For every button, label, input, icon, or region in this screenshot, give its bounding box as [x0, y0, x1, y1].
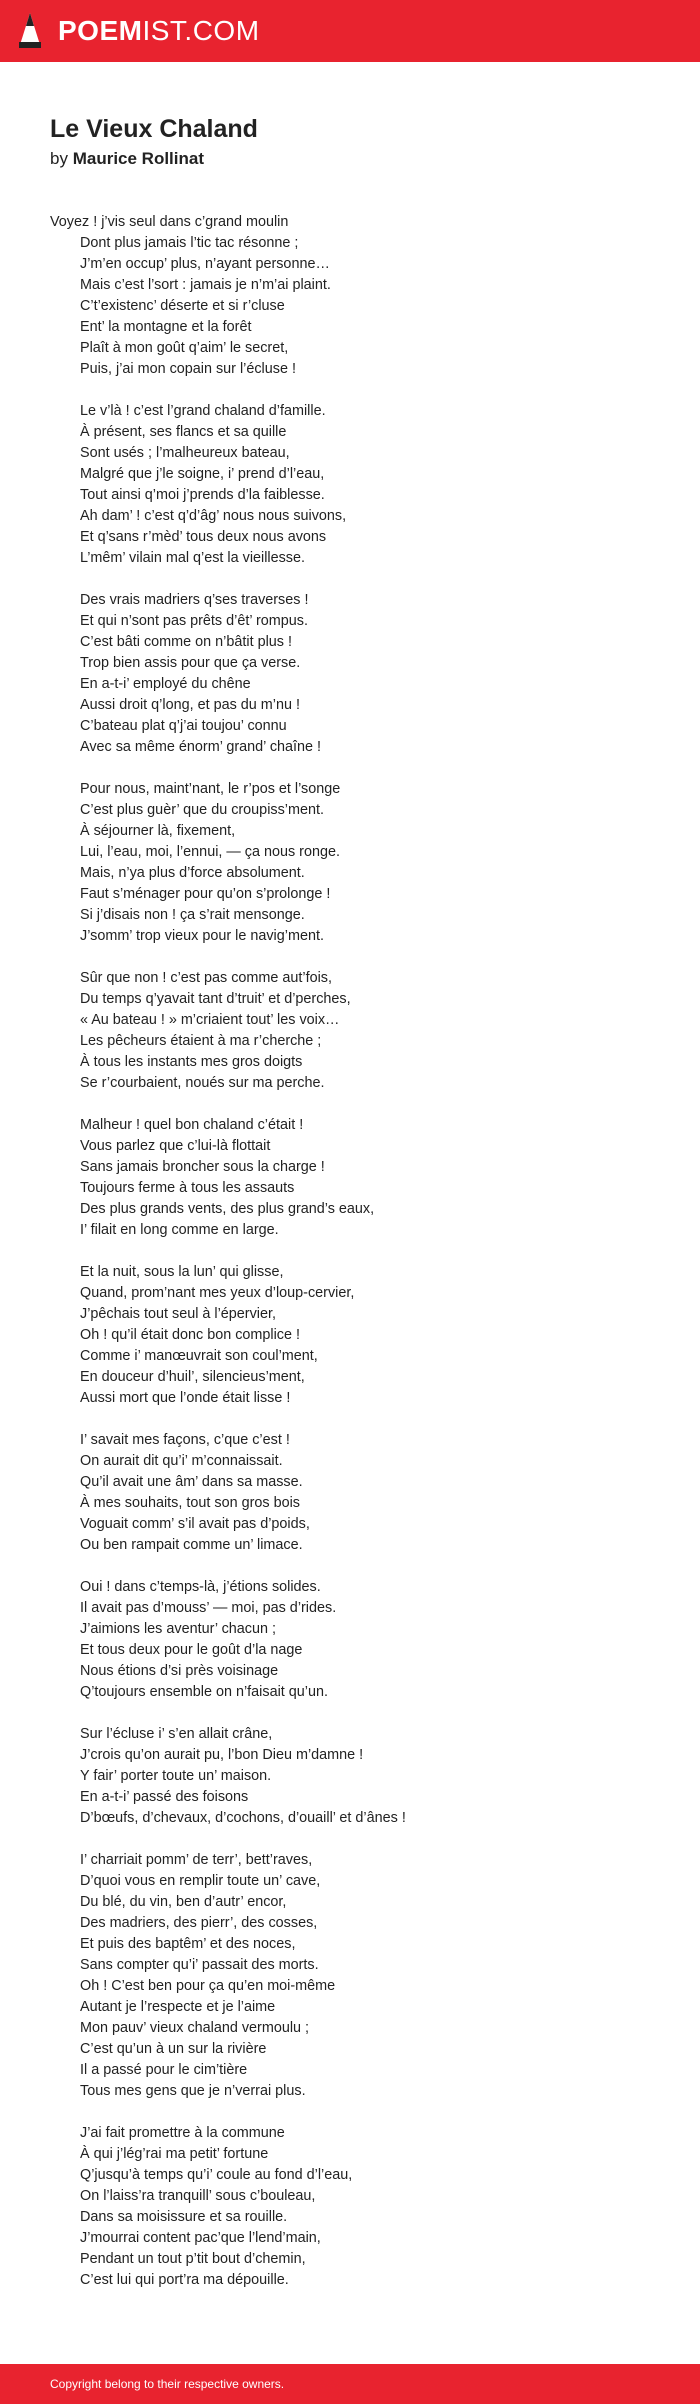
poem-line: Puis, j’ai mon copain sur l’écluse ! [80, 361, 296, 377]
poem-title: Le Vieux Chaland [50, 115, 258, 143]
poem-line: Sans compter qu’i’ passait des morts. [80, 1957, 319, 1973]
stanza [50, 212, 670, 380]
poem-line: Qu’il avait une âm’ dans sa masse. [80, 1474, 303, 1490]
poem-line: Mais, n’ya plus d’force absolument. [80, 865, 305, 881]
stanza [50, 1850, 670, 2102]
poem-line: L’mêm’ vilain mal q’est la vieillesse. [80, 550, 306, 566]
stanza [50, 968, 670, 1094]
poem-line: Malheur ! quel bon chaland c’était ! [80, 1117, 304, 1133]
poem-line: Il avait pas d’mouss’ — moi, pas d’rides. [80, 1600, 337, 1616]
poem-line: Ent’ la montagne et la forêt [80, 319, 252, 335]
poem-line: J’aimions les aventur’ chacun ; [80, 1621, 276, 1637]
stanza [50, 2123, 670, 2291]
poem-line: C’bateau plat q’j’ai toujou’ connu [80, 718, 287, 734]
poem-line: Sans jamais broncher sous la charge ! [80, 1159, 325, 1175]
poem-line: Ah dam’ ! c’est q’d’âg’ nous nous suivons, [80, 508, 347, 524]
poem-line: Des vrais madriers q’ses traverses ! [80, 592, 309, 608]
poem-line: Des plus grands vents, des plus grand’s eaux, [80, 1201, 375, 1217]
poem-line: Sûr que non ! c’est pas comme aut’fois, [80, 970, 332, 986]
brand-light: IST.COM [142, 15, 260, 46]
poem-line: C’t’existenc’ déserte et si r’cluse [80, 298, 285, 314]
brand-bold: POEM [58, 15, 143, 46]
poem-line: C’est lui qui port’ra ma dépouille. [80, 2272, 289, 2288]
poem-line: Sont usés ; l’malheureux bateau, [80, 445, 290, 461]
poem-line: Malgré que j’le soigne, i’ prend d’l’eau, [80, 466, 325, 482]
poem-line: Vous parlez que c’lui-là flottait [80, 1138, 271, 1154]
poem-line: Et la nuit, sous la lun’ qui glisse, [80, 1264, 284, 1280]
poem-line: Oui ! dans c’temps-là, j’étions solides. [80, 1579, 321, 1595]
poem-line: Se r’courbaient, noués sur ma perche. [80, 1075, 325, 1091]
poem-line: Autant je l’respecte et je l’aime [80, 1999, 276, 2015]
byline [50, 148, 670, 170]
poem-line: Les pêcheurs étaient à ma r’cherche ; [80, 1033, 322, 1049]
stanza [50, 779, 670, 947]
poem-line: Et q’sans r’mèd’ tous deux nous avons [80, 529, 327, 545]
poem-line: Du blé, du vin, ben d’autr’ encor, [80, 1894, 287, 1910]
stanza [50, 1115, 670, 1241]
poem-line: D’bœufs, d’chevaux, d’cochons, d’ouaill’ et d’ânes ! [80, 1810, 406, 1826]
poem-line: Plaît à mon goût q’aim’ le secret, [80, 340, 289, 356]
poem-line: J’pêchais tout seul à l’épervier, [80, 1306, 276, 1322]
poem-line: C’est plus guèr’ que du croupiss’ment. [80, 802, 324, 818]
stanza [50, 1262, 670, 1409]
poem-line: Il a passé pour le cim’tière [80, 2062, 248, 2078]
poem-line: Y fair’ porter toute un’ maison. [80, 1768, 272, 1784]
poem-line: Q’toujours ensemble on n’faisait qu’un. [80, 1684, 328, 1700]
poem-line: Et puis des baptêm’ et des noces, [80, 1936, 296, 1952]
poem-line: Si j’disais non ! ça s’rait mensonge. [80, 907, 305, 923]
poem-line: Tous mes gens que je n’verrai plus. [80, 2083, 306, 2099]
poem-line: En a-t-i’ employé du chêne [80, 676, 251, 692]
poem-line: Toujours ferme à tous les assauts [80, 1180, 295, 1196]
poem-line: Nous étions d’si près voisinage [80, 1663, 279, 1679]
poem-line: I’ savait mes façons, c’que c’est ! [80, 1432, 290, 1448]
poem-line: Et qui n’sont pas prêts d’êt’ rompus. [80, 613, 308, 629]
poem-line: J’ai fait promettre à la commune [80, 2125, 285, 2141]
stanza [50, 401, 670, 569]
site-logo[interactable] [58, 15, 260, 47]
poem-line: C’est qu’un à un sur la rivière [80, 2041, 267, 2057]
poem-line: I’ filait en long comme en large. [80, 1222, 279, 1238]
poem-line: Faut s’ménager pour qu’on s’prolonge ! [80, 886, 331, 902]
stanza [50, 1724, 670, 1829]
poem-line: C’est bâti comme on n’bâtit plus ! [80, 634, 292, 650]
poem-line: I’ charriait pomm’ de terr’, bett’raves, [80, 1852, 313, 1868]
stanza [50, 1430, 670, 1556]
site-footer [0, 2364, 700, 2404]
poem-line: En a-t-i’ passé des foisons [80, 1789, 249, 1805]
poem-line: Sur l’écluse i’ s’en allait crâne, [80, 1726, 273, 1742]
poem-line: J’somm’ trop vieux pour le navig’ment. [80, 928, 324, 944]
poem-line: Oh ! qu’il était donc bon complice ! [80, 1327, 300, 1343]
poem-line: Pendant un tout p’tit bout d’chemin, [80, 2251, 306, 2267]
poem-line: J’crois qu’on aurait pu, l’bon Dieu m’damne ! [80, 1747, 364, 1763]
poem-line: Trop bien assis pour que ça verse. [80, 655, 301, 671]
poem-line: Quand, prom’nant mes yeux d’loup-cervier, [80, 1285, 355, 1301]
pencil-icon[interactable] [17, 12, 43, 50]
poem-line: « Au bateau ! » m’criaient tout’ les voix… [80, 1012, 340, 1028]
poem-line: Dont plus jamais l’tic tac résonne ; [80, 235, 299, 251]
poem-line: Voyez ! j’vis seul dans c’grand moulin [50, 214, 289, 230]
poem-line: À présent, ses flancs et sa quille [80, 424, 287, 440]
poem-line: Mais c’est l’sort : jamais je n’m’ai plaint. [80, 277, 331, 293]
poem-line: J’m’en occup’ plus, n’ayant personne… [80, 256, 330, 272]
poem-line: Aussi droit q’long, et pas du m’nu ! [80, 697, 300, 713]
poem-content [50, 113, 670, 2291]
poem-line: Q’jusqu’à temps qu’i’ coule au fond d’l’eau, [80, 2167, 353, 2183]
poem-line: Comme i’ manœuvrait son coul’ment, [80, 1348, 318, 1364]
author-name: Maurice Rollinat [72, 149, 205, 168]
poem-line: Aussi mort que l’onde était lisse ! [80, 1390, 291, 1406]
byline-prefix: by [50, 149, 68, 168]
poem-line: On l’laiss’ra tranquill’ sous c’bouleau, [80, 2188, 316, 2204]
poem-line: À qui j’lég’rai ma petit’ fortune [80, 2146, 269, 2162]
poem-line: Ou ben rampait comme un’ limace. [80, 1537, 303, 1553]
poem-line: À séjourner là, fixement, [80, 823, 236, 839]
poem-line: Des madriers, des pierr’, des cosses, [80, 1915, 318, 1931]
poem-line: J’mourrai content pac’que l’lend’main, [80, 2230, 321, 2246]
poem-body [50, 212, 670, 2291]
poem-line: Voguait comm’ s’il avait pas d’poids, [80, 1516, 310, 1532]
poem-line: Et tous deux pour le goût d’la nage [80, 1642, 303, 1658]
stanza [50, 1577, 670, 1703]
site-header [0, 0, 700, 62]
poem-line: Le v’là ! c’est l’grand chaland d’famille. [80, 403, 326, 419]
poem-line: En douceur d’huil’, silencieus’ment, [80, 1369, 305, 1385]
poem-line: Oh ! C’est ben pour ça qu’en moi-même [80, 1978, 336, 1994]
copyright-text: Copyright belong to their respective owners. [50, 2377, 285, 2391]
poem-line: Du temps q’yavait tant d’truit’ et d’perches, [80, 991, 351, 1007]
poem-line: D’quoi vous en remplir toute un’ cave, [80, 1873, 321, 1889]
poem-line: Tout ainsi q’moi j’prends d’la faiblesse. [80, 487, 325, 503]
poem-line: Avec sa même énorm’ grand’ chaîne ! [80, 739, 322, 755]
poem-line: Mon pauv’ vieux chaland vermoulu ; [80, 2020, 310, 2036]
poem-line: Pour nous, maint’nant, le r’pos et l’songe [80, 781, 341, 797]
poem-line: Dans sa moisissure et sa rouille. [80, 2209, 288, 2225]
poem-line: À tous les instants mes gros doigts [80, 1054, 303, 1070]
poem-line: Lui, l’eau, moi, l’ennui, — ça nous ronge. [80, 844, 340, 860]
stanza [50, 590, 670, 758]
poem-line: À mes souhaits, tout son gros bois [80, 1495, 300, 1511]
poem-line: On aurait dit qu’i’ m’connaissait. [80, 1453, 283, 1469]
